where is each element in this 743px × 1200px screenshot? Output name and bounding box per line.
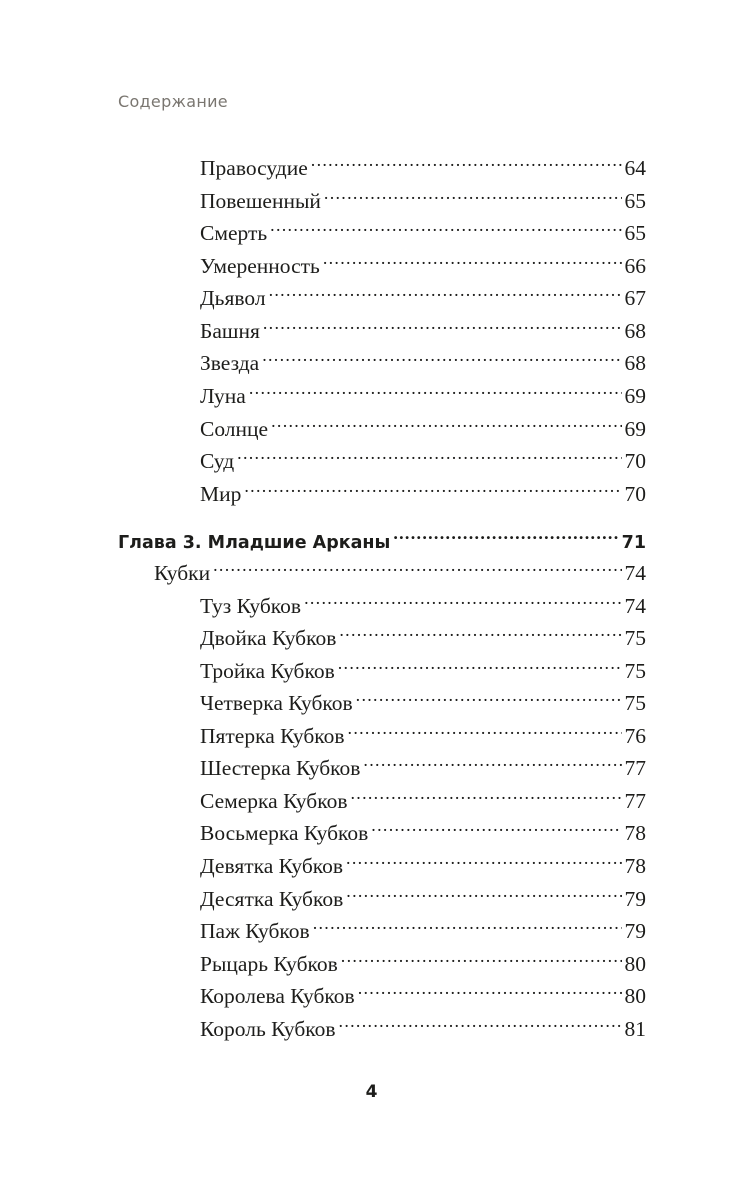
- toc-dot-leader: [269, 275, 622, 305]
- toc-dot-leader: [270, 210, 621, 240]
- toc-entry[interactable]: [200, 178, 646, 213]
- toc-entry[interactable]: [200, 210, 646, 245]
- toc-entry[interactable]: [200, 373, 646, 408]
- toc-entry-title: Луна: [200, 384, 246, 408]
- toc-dot-leader: [346, 876, 621, 906]
- toc-entry-page: 79: [624, 887, 646, 911]
- toc-entry-title: Девятка Кубков: [200, 854, 344, 878]
- toc-entry[interactable]: [200, 471, 646, 506]
- toc-entry[interactable]: [200, 406, 646, 441]
- toc-entry-page: 68: [624, 319, 646, 343]
- toc-entry-page: 79: [624, 919, 646, 943]
- toc-entry-page: 69: [624, 417, 646, 441]
- toc-entry[interactable]: [200, 583, 646, 618]
- toc-dot-leader: [262, 340, 621, 370]
- toc-entry[interactable]: [200, 243, 646, 278]
- toc-dot-leader: [363, 745, 621, 775]
- toc-entry-title: Пятерка Кубков: [200, 724, 345, 748]
- toc-chapter-entry[interactable]: [118, 518, 646, 553]
- toc-entry[interactable]: [200, 308, 646, 343]
- toc-entry-page: 74: [624, 561, 646, 585]
- toc-entry[interactable]: [200, 438, 646, 473]
- toc-dot-leader: [348, 713, 622, 743]
- toc-dot-leader: [393, 518, 618, 548]
- toc-entry-page: 69: [624, 384, 646, 408]
- toc-entry-page: 65: [624, 221, 646, 245]
- toc-entry-title: Суд: [200, 449, 235, 473]
- toc-dot-leader: [371, 810, 621, 840]
- toc-entry[interactable]: [200, 648, 646, 683]
- toc-entry-page: 77: [624, 789, 646, 813]
- toc-entry-title: Королева Кубков: [200, 984, 355, 1008]
- toc-entry[interactable]: [200, 745, 646, 780]
- toc-entry-page: 70: [624, 482, 646, 506]
- toc-dot-leader: [311, 145, 622, 175]
- toc-entry-title: Глава 3. Младшие Арканы: [118, 533, 391, 553]
- toc-entry-title: Умеренность: [200, 254, 320, 278]
- toc-dot-leader: [244, 471, 621, 501]
- toc-entry-page: 77: [624, 756, 646, 780]
- toc-dot-leader: [271, 406, 621, 436]
- toc-entry-title: Мир: [200, 482, 242, 506]
- toc-dot-leader: [339, 1006, 622, 1036]
- toc-dot-leader: [346, 843, 621, 873]
- toc-entry-page: 78: [624, 821, 646, 845]
- toc-dot-leader: [341, 941, 622, 971]
- toc-dot-leader: [304, 583, 621, 613]
- toc-entry-page: 71: [621, 533, 646, 553]
- toc-dot-leader: [350, 778, 621, 808]
- toc-entry-page: 67: [624, 286, 646, 310]
- toc-entry[interactable]: [200, 973, 646, 1008]
- toc-entry-page: 66: [624, 254, 646, 278]
- toc-entry[interactable]: [200, 1006, 646, 1041]
- toc-entry-title: Тройка Кубков: [200, 659, 335, 683]
- toc-entry-page: 76: [624, 724, 646, 748]
- toc-entry-title: Рыцарь Кубков: [200, 952, 338, 976]
- toc-entry[interactable]: [200, 876, 646, 911]
- toc-entry-title: Звезда: [200, 351, 260, 375]
- toc-entry-title: Семерка Кубков: [200, 789, 348, 813]
- toc-dot-leader: [313, 908, 622, 938]
- toc-entry-title: Шестерка Кубков: [200, 756, 361, 780]
- toc-entry[interactable]: [200, 275, 646, 310]
- toc-entry[interactable]: [200, 843, 646, 878]
- toc-entry-page: 65: [624, 189, 646, 213]
- toc-entry-title: Десятка Кубков: [200, 887, 344, 911]
- toc-dot-leader: [339, 615, 621, 645]
- toc-entry-title: Двойка Кубков: [200, 626, 337, 650]
- toc-entry-page: 74: [624, 594, 646, 618]
- toc-dot-leader: [338, 648, 622, 678]
- toc-entry[interactable]: [200, 713, 646, 748]
- toc-entry-page: 75: [624, 659, 646, 683]
- toc-dot-leader: [237, 438, 621, 468]
- toc-entry-title: Смерть: [200, 221, 268, 245]
- toc-section-entry[interactable]: [154, 550, 646, 585]
- toc-entry-title: Паж Кубков: [200, 919, 310, 943]
- toc-entry-title: Правосудие: [200, 156, 308, 180]
- toc-dot-leader: [249, 373, 622, 403]
- toc-entry-title: Кубки: [154, 561, 211, 585]
- toc-dot-leader: [323, 243, 622, 273]
- toc-entry-title: Дьявол: [200, 286, 266, 310]
- toc-entry-page: 80: [624, 952, 646, 976]
- toc-entry[interactable]: [200, 810, 646, 845]
- toc-entry[interactable]: [200, 615, 646, 650]
- toc-entry-title: Король Кубков: [200, 1017, 336, 1041]
- running-head: Содержание: [118, 92, 228, 111]
- toc-dot-leader: [358, 973, 622, 1003]
- toc-entry-page: 78: [624, 854, 646, 878]
- toc-entry[interactable]: [200, 145, 646, 180]
- toc-dot-leader: [324, 178, 622, 208]
- toc-entry[interactable]: [200, 941, 646, 976]
- toc-entry-page: 70: [624, 449, 646, 473]
- toc-entry-title: Четверка Кубков: [200, 691, 353, 715]
- toc-entry[interactable]: [200, 340, 646, 375]
- toc-dot-leader: [213, 550, 621, 580]
- toc-entry-title: Восьмерка Кубков: [200, 821, 369, 845]
- toc-entry-title: Башня: [200, 319, 260, 343]
- toc-entry-page: 75: [624, 691, 646, 715]
- toc-entry-page: 81: [624, 1017, 646, 1041]
- toc-entry[interactable]: [200, 778, 646, 813]
- toc-entry-page: 64: [624, 156, 646, 180]
- toc-entry[interactable]: [200, 680, 646, 715]
- toc-dot-leader: [263, 308, 622, 338]
- toc-entry-page: 75: [624, 626, 646, 650]
- toc-entry-title: Туз Кубков: [200, 594, 302, 618]
- toc-entry-title: Солнце: [200, 417, 269, 441]
- page-number: 4: [365, 1082, 378, 1102]
- toc-entry[interactable]: [200, 908, 646, 943]
- toc-entry-page: 68: [624, 351, 646, 375]
- toc-entry-page: 80: [624, 984, 646, 1008]
- toc-dot-leader: [356, 680, 622, 710]
- toc-entry-title: Повешенный: [200, 189, 321, 213]
